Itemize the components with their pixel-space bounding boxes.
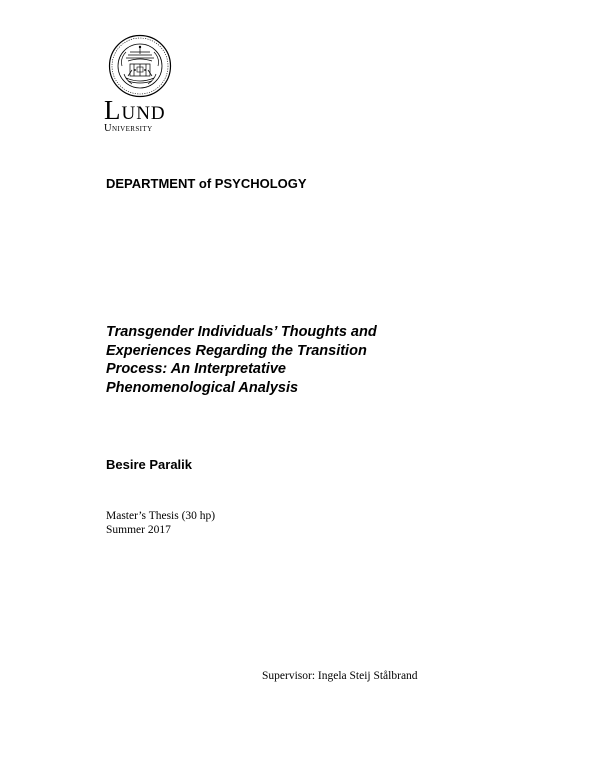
thesis-term: Summer 2017	[106, 524, 171, 536]
logo-subname: University	[104, 123, 153, 134]
thesis-title-line: Experiences Regarding the Transition	[106, 342, 367, 359]
university-logo	[104, 34, 180, 134]
supervisor-line: Supervisor: Ingela Steij Stålbrand	[262, 670, 418, 682]
thesis-title-line: Process: An Interpretative	[106, 361, 286, 377]
lund-university-seal-icon	[108, 34, 172, 98]
logo-name: Lund	[104, 95, 166, 125]
author-name: Besire Paralik	[106, 457, 193, 472]
thesis-title	[106, 323, 426, 397]
thesis-title-line: Transgender Individuals’ Thoughts and	[106, 324, 377, 340]
thesis-title-line: Phenomenological Analysis	[106, 379, 299, 396]
thesis-info	[106, 509, 215, 537]
university-wordmark	[104, 96, 180, 135]
thesis-type: Master’s Thesis (30 hp)	[106, 510, 216, 522]
department-heading: DEPARTMENT of PSYCHOLOGY	[106, 176, 307, 191]
